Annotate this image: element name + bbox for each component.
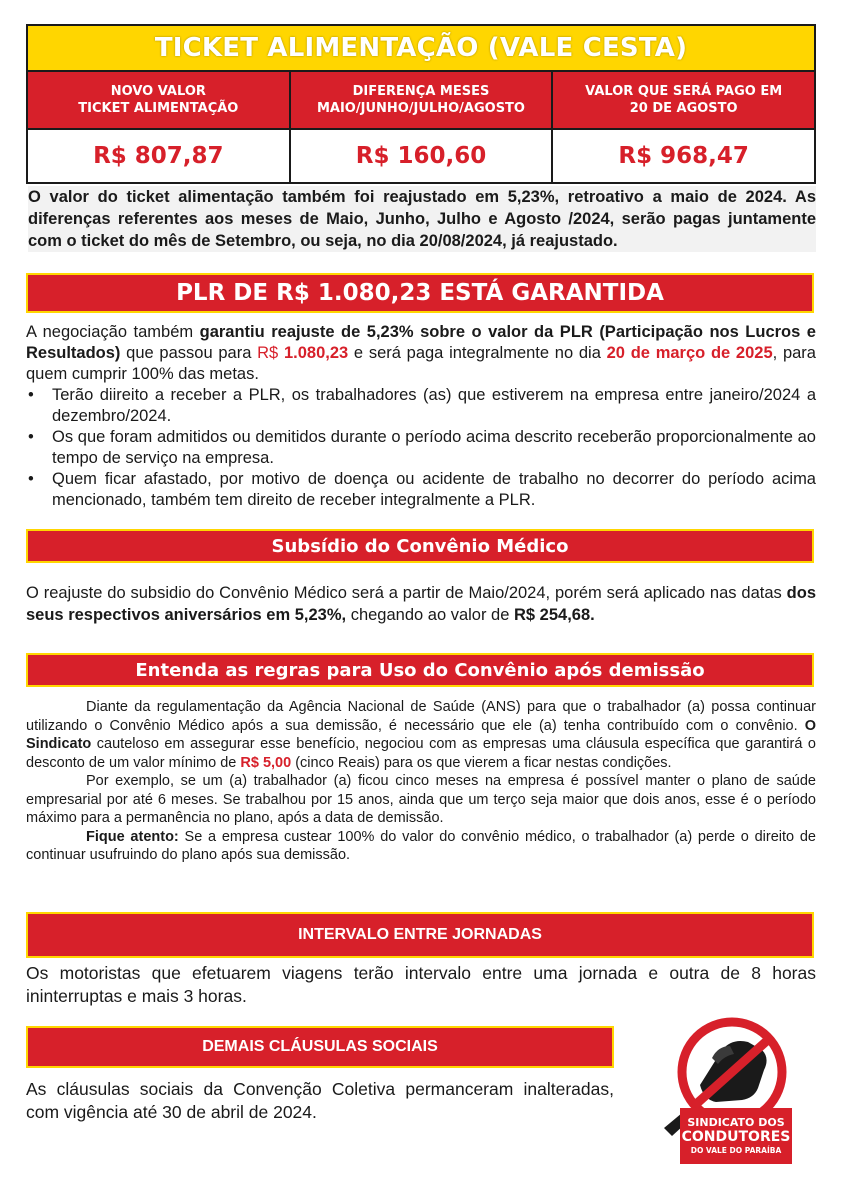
ticket-value-paid: R$ 968,47 [552,129,815,183]
ticket-value-new: R$ 807,87 [27,129,290,183]
intervalo-text: Os motoristas que efetuarem viagens terão intervalo entre uma jornada e outra de 8 horas ininterruptas e mais 3 horas. [26,963,816,1006]
regras-title: Entenda as regras para Uso do Convênio após demissão [135,659,705,681]
intervalo-title-bar [26,912,814,958]
subsidio-title: Subsídio do Convênio Médico [271,535,569,557]
ticket-header-difference: DIFERENÇA MESES MAIO/JUNHO/JULHO/AGOSTO [290,71,553,129]
ticket-table-header-row [27,71,815,129]
demais-text: As cláusulas sociais da Convenção Coletiva permanceram inalteradas, com vigência até 30 de abril de 2024. [26,1079,614,1122]
demais-title-bar [26,1026,614,1068]
ticket-title: TICKET ALIMENTAÇÃO (VALE CESTA) [154,33,688,63]
ticket-text: O valor do ticket alimentação também foi reajustado em 5,23%, retroativo a maio de 2024. As diferenças referentes aos meses de Maio, Junho, Julho e Agosto /2024, serão pagas juntamente com o ticket do mês de Setembro, ou seja, no dia 20/08/2024, já reajustado. [28,188,816,250]
list-item: • Terão diireito a receber a PLR, os trabalhadores (as) que estiverem na empresa entre janeiro/2024 a dezembro/2024. [26,385,816,427]
demais-title: DEMAIS CLÁUSULAS SOCIAIS [202,1038,438,1055]
ticket-table-value-row [27,129,815,183]
regras-paragraph-2: Por exemplo, se um (a) trabalhador (a) ficou cinco meses na empresa é possível manter o plano de saúde empresarial por até 6 meses. Se trabalhou por 15 anos, ainda que um terço seja maior que dois anos, esse é o período máximo para a permanência no plano, após a data de demissão. [26,773,816,826]
ticket-table [26,70,816,184]
list-item: • Quem ficar afastado, por motivo de doença ou acidente de trabalho no decorrer do período acima mencionado, também tem direito de receber integralmente a PLR. [26,469,816,511]
ticket-header-new-value: NOVO VALOR TICKET ALIMENTAÇÃO [27,71,290,129]
regras-paragraph-1: Diante da regulamentação da Agência Nacional de Saúde (ANS) para que o trabalhador (a) possa continuar utilizando o Convênio Médico após a sua demissão, é necessário que ele (a) tenha contribuído com o convênio. O Sindicato cauteloso em assegurar esse benefício, negociou com as empresas uma cláusula específica que garantirá o desconto de um valor mínimo de R$ 5,00 (cinco Reais) para os que vierem a ficar nestas condições. [26,699,816,771]
union-logo-label: SINDICATO DOS CONDUTORES DO VALE DO PARAÍBA [680,1108,792,1164]
list-item: • Os que foram admitidos ou demitidos durante o período acima descrito receberão proporcionalmente ao tempo de serviço na empresa. [26,427,816,469]
subsidio-text: O reajuste do subsidio do Convênio Médico será a partir de Maio/2024, porém será aplicado nas datas dos seus respectivos aniversários em 5,23%, chegando ao valor de R$ 254,68. [26,584,816,624]
subsidio-title-bar [26,529,814,563]
plr-bullet-list [26,385,816,511]
regras-paragraph-3: Fique atento: Se a empresa custear 100% do valor do convênio médico, o trabalhador (a) perde o direito de continuar usufruindo do plano após sua demissão. [26,828,816,863]
ticket-header-paid-value: VALOR QUE SERÁ PAGO EM 20 DE AGOSTO [552,71,815,129]
regras-title-bar [26,653,814,687]
plr-title-bar [26,273,814,313]
plr-intro: A negociação também garantiu reajuste de 5,23% sobre o valor da PLR (Participação nos Lucros e Resultados) que passou para R$ 1.080,23 e será paga integralmente no dia 20 de março de 2025, para quem cumprir 100% das metas. [26,323,816,383]
intervalo-title: INTERVALO ENTRE JORNADAS [298,926,542,943]
ticket-title-bar [26,24,816,70]
ticket-value-difference: R$ 160,60 [290,129,553,183]
regras-text [26,698,816,865]
plr-title: PLR DE R$ 1.080,23 ESTÁ GARANTIDA [176,280,664,306]
